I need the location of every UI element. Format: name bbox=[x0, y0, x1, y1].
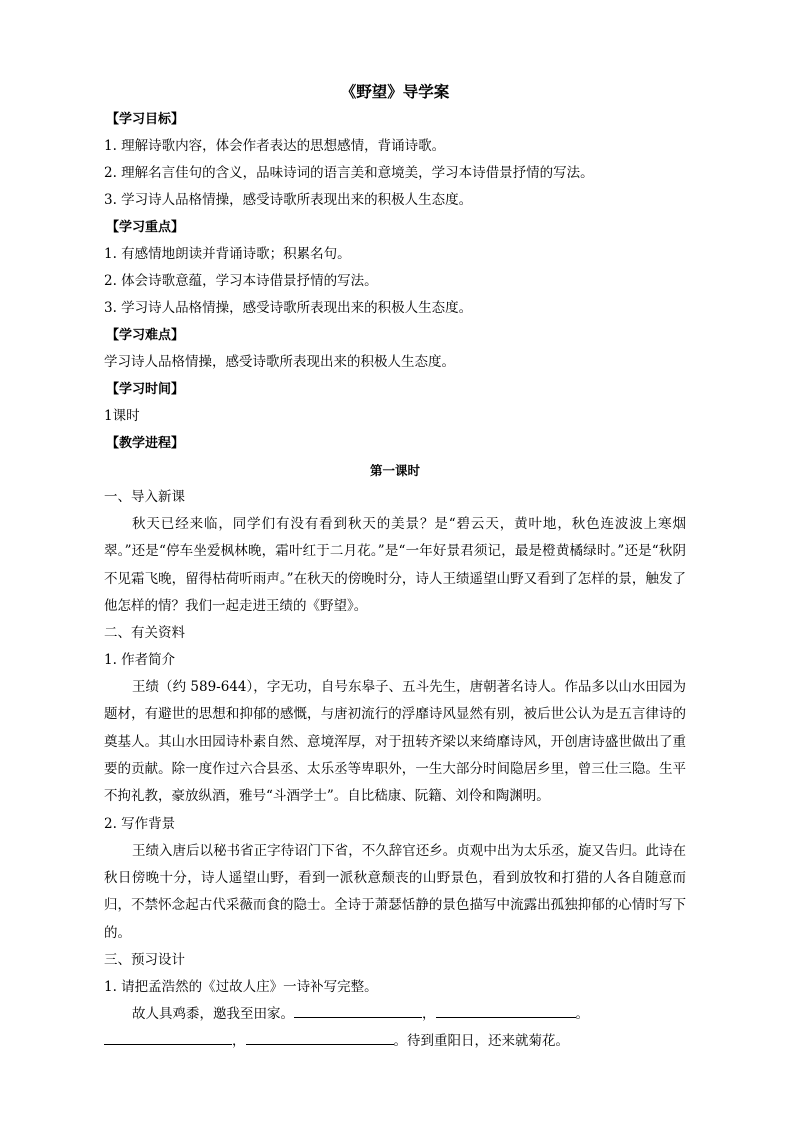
poem-line1-end: 。 bbox=[575, 1005, 589, 1022]
objective-item: 2. 理解名言佳句的含义，品味诗词的语言美和意境美，学习本诗借景抒情的写法。 bbox=[104, 165, 594, 181]
answer-blank-4[interactable] bbox=[246, 1029, 394, 1045]
background-heading: 2. 写作背景 bbox=[104, 815, 176, 832]
poem-line-2 bbox=[104, 1028, 686, 1055]
difficulties-text: 学习诗人品格情操，感受诗歌所表现出来的积极人生态度。 bbox=[104, 354, 455, 370]
part1-heading: 一、导入新课 bbox=[104, 489, 185, 505]
objectives-heading: 【学习目标】 bbox=[106, 112, 185, 127]
part2-heading: 二、有关资料 bbox=[104, 625, 185, 642]
key-points-heading: 【学习重点】 bbox=[106, 220, 185, 235]
answer-blank-2[interactable] bbox=[436, 1002, 576, 1018]
key-point-item: 3. 学习诗人品格情操，感受诗歌所表现出来的积极人生态度。 bbox=[104, 300, 473, 316]
author-heading: 1. 作者简介 bbox=[104, 652, 176, 669]
key-point-item: 1. 有感情地朗读并背诵诗歌；积累名句。 bbox=[104, 246, 351, 262]
poem-line-1 bbox=[104, 1001, 686, 1028]
process-heading: 【教学进程】 bbox=[106, 436, 185, 451]
intro-paragraph: 秋天已经来临，同学们有没有看到秋天的美景？是“碧云天，黄叶地，秋色连波波上寒烟翠。”还是“停车坐爱枫林晚，霜叶红于二月花。”是“一年好景君须记，最是橙黄橘绿时。”还是“秋阴不见霜飞晚，留得枯荷听雨声。”在秋天的傍晚时分，诗人王绩遥望山野又看到了怎样的景，触发了他怎样的情？我们一起走进王绩的《野望》。 bbox=[104, 516, 686, 614]
part3-heading: 三、预习设计 bbox=[104, 951, 185, 968]
document-content bbox=[104, 78, 686, 1055]
key-point-item: 2. 体会诗歌意蕴，学习本诗借景抒情的写法。 bbox=[104, 273, 378, 289]
lesson-label: 第一课时 bbox=[369, 463, 420, 478]
time-heading: 【学习时间】 bbox=[106, 382, 185, 397]
background-paragraph: 王绩入唐后以秘书省正字待诏门下省，不久辞官还乡。贞观中出为太乐丞，旋又告归。此诗在秋日傍晚十分，诗人遥望山野，看到一派秋意颓丧的山野景色，看到放牧和打猎的人各自随意而归，不禁怀念起古代采薇而食的隐士。全诗于萧瑟恬静的景色描写中流露出孤独抑郁的心情时写下的。 bbox=[104, 842, 686, 941]
difficulties-heading: 【学习难点】 bbox=[106, 328, 185, 343]
answer-blank-3[interactable] bbox=[104, 1029, 232, 1045]
answer-blank-1[interactable] bbox=[294, 1002, 422, 1018]
poem-line2-sep: ， bbox=[232, 1032, 246, 1049]
objective-item: 1. 理解诗歌内容，体会作者表达的思想感情，背诵诗歌。 bbox=[104, 138, 446, 154]
objective-item: 3. 学习诗人品格情操，感受诗歌所表现出来的积极人生态度。 bbox=[104, 192, 473, 208]
author-paragraph: 王绩（约 589-644），字无功，自号东皋子、五斗先生，唐朝著名诗人。作品多以山水田园为题材，有避世的思想和抑郁的感慨，与唐初流行的浮靡诗风显然有别，被后世公认为是五言律诗的奠基人。其山水田园诗朴素自然、意境浑厚，对于扭转齐梁以来绮靡诗风，开创唐诗盛世做出了重要的贡献。除一度作过六合县丞、太乐丞等卑职外，一生大部分时间隐居乡里，曾三仕三隐。生平不拘礼教，豪放纵酒，雅号“斗酒学士”。自比嵇康、阮籍、刘伶和陶渊明。 bbox=[104, 679, 686, 805]
question-1: 1. 请把孟浩然的《过故人庄》一诗补写完整。 bbox=[104, 978, 378, 995]
poem-line1-start: 故人具鸡黍，邀我至田家。 bbox=[132, 1005, 294, 1022]
poem-line1-sep: ， bbox=[422, 1005, 436, 1022]
page-title: 《野望》导学案 bbox=[340, 83, 450, 101]
poem-line2-end: 。待到重阳日，还来就菊花。 bbox=[393, 1032, 569, 1049]
time-text: 1课时 bbox=[104, 408, 140, 424]
